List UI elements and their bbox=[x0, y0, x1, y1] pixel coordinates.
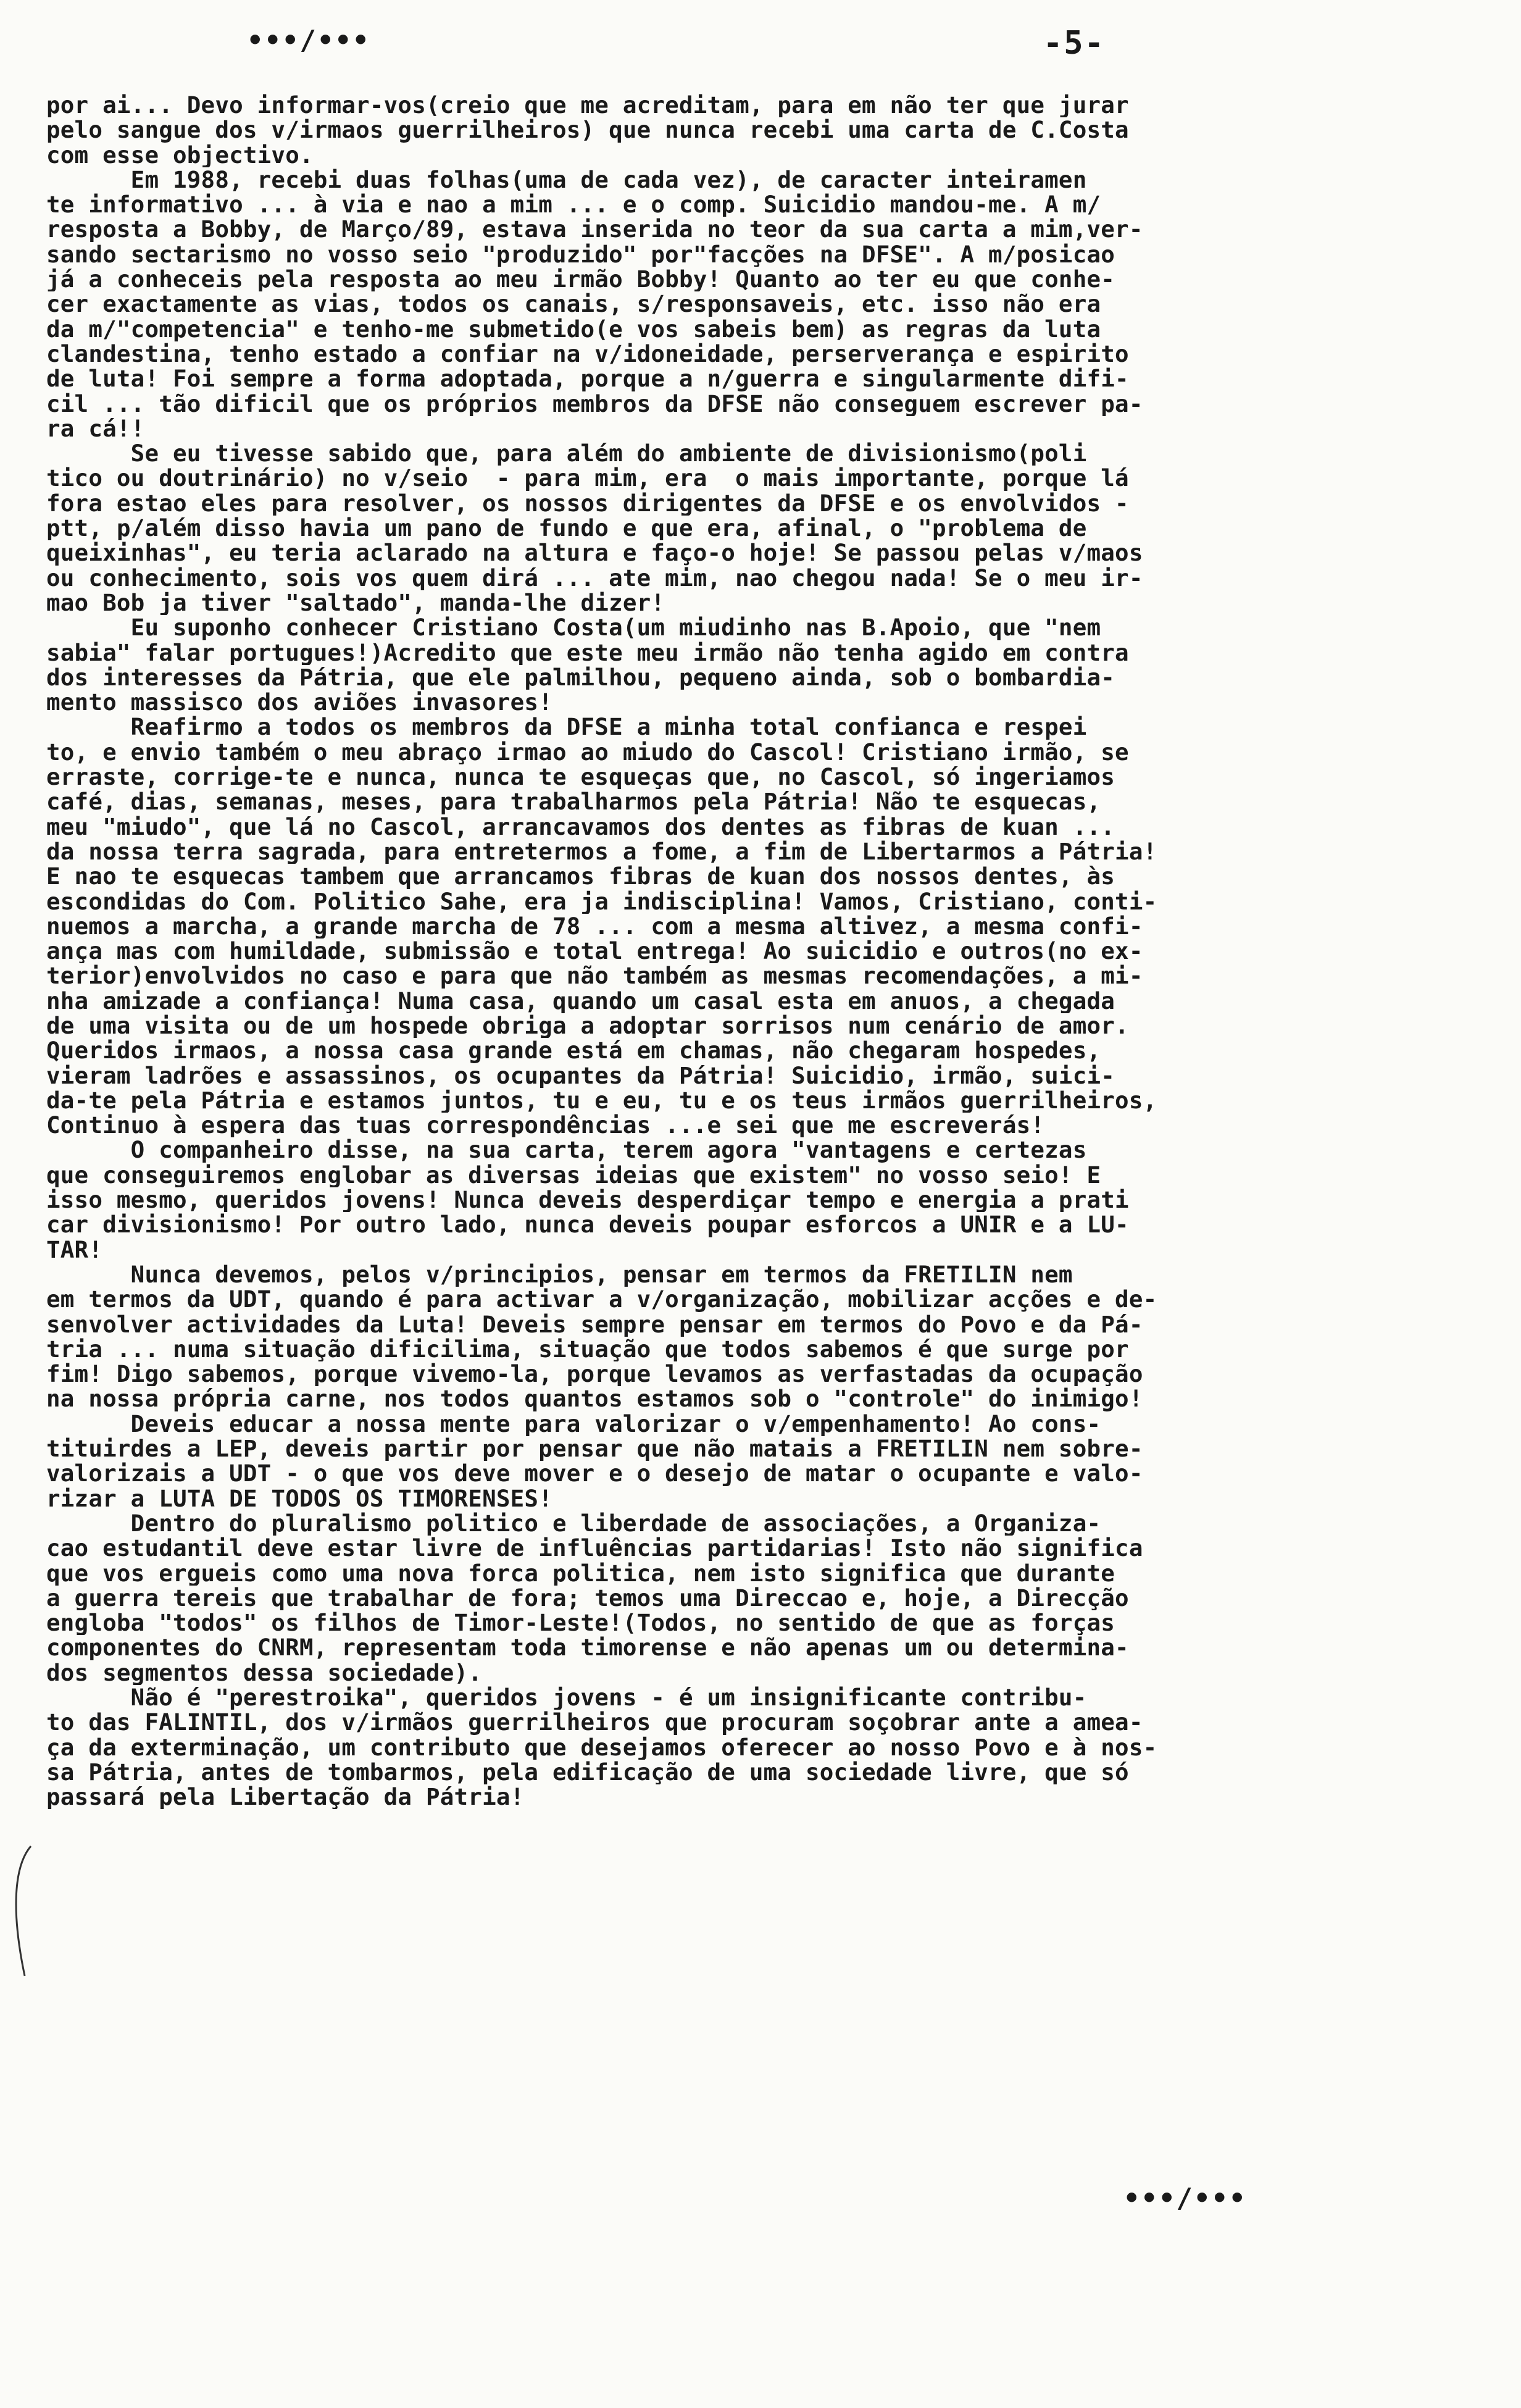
text-line: mento massisco dos aviões invasores! bbox=[46, 690, 552, 715]
text-line: valorizais a UDT - o que vos deve mover e o desejo de matar o ocupante e valo- bbox=[46, 1461, 1143, 1486]
text-line: ança mas com humildade, submissão e total entrega! Ao suicidio e outros(no ex- bbox=[46, 939, 1143, 964]
text-line: escondidas do Com. Politico Sahe, era ja indisciplina! Vamos, Cristiano, conti- bbox=[46, 888, 1157, 914]
text-line: to, e envio também o meu abraço irmao ao miudo do Cascol! Cristiano irmão, se bbox=[46, 739, 1129, 765]
header-continuation-mark: •••/••• bbox=[247, 25, 370, 56]
text-line: ou conhecimento, sois vos quem dirá ... ate mim, nao chegou nada! Se o meu ir- bbox=[46, 565, 1143, 590]
text-line: O companheiro disse, na sua carta, terem agora "vantagens e certezas bbox=[46, 1137, 1087, 1163]
text-line: sabia" falar portugues!)Acredito que este meu irmão não tenha agido em contra bbox=[46, 640, 1129, 665]
text-line: dos interesses da Pátria, que ele palmilhou, pequeno ainda, sob o bombardia- bbox=[46, 664, 1115, 690]
text-line: to das FALINTIL, dos v/irmãos guerrilheiros que procuram soçobrar ante a amea- bbox=[46, 1710, 1143, 1735]
text-line: componentes do CNRM, representam toda timorense e não apenas um ou determina- bbox=[46, 1635, 1129, 1660]
text-line: clandestina, tenho estado a confiar na v/idoneidade, perserverança e espirito bbox=[46, 341, 1129, 367]
text-line: ptt, p/além disso havia um pano de fundo e que era, afinal, o "problema de bbox=[46, 516, 1087, 541]
text-line: com esse objectivo. bbox=[46, 142, 314, 167]
text-line: de uma visita ou de um hospede obriga a adoptar sorrisos num cenário de amor. bbox=[46, 1013, 1129, 1039]
text-line: car divisionismo! Por outro lado, nunca deveis poupar esforcos a UNIR e a LU- bbox=[46, 1212, 1129, 1237]
text-line: queixinhas", eu teria aclarado na altura e faço-o hoje! Se passou pelas v/maos bbox=[46, 540, 1143, 566]
margin-bracket-mark bbox=[6, 1843, 43, 1979]
text-line: Eu suponho conhecer Cristiano Costa(um miudinho nas B.Apoio, que "nem bbox=[46, 615, 1101, 640]
letter-body bbox=[46, 93, 1491, 1809]
text-line: senvolver actividades da Luta! Deveis sempre pensar em termos do Povo e da Pá- bbox=[46, 1311, 1143, 1337]
text-line: cer exactamente as vias, todos os canais, s/responsaveis, etc. isso não era bbox=[46, 291, 1101, 317]
text-line: Queridos irmaos, a nossa casa grande está em chamas, não chegaram hospedes, bbox=[46, 1038, 1101, 1063]
text-line: Não é "perestroika", queridos jovens - é um insignificante contribu- bbox=[46, 1685, 1087, 1710]
text-line: erraste, corrige-te e nunca, nunca te esqueças que, no Cascol, só ingeriamos bbox=[46, 764, 1115, 790]
text-line: passará pela Libertação da Pátria! bbox=[46, 1784, 525, 1810]
page-number: -5- bbox=[1043, 25, 1105, 62]
text-line: te informativo ... à via e nao a mim ... e o comp. Suicidio mandou-me. A m/ bbox=[46, 192, 1101, 217]
text-line: dos segmentos dessa sociedade). bbox=[46, 1660, 483, 1685]
text-line: ça da exterminação, um contributo que desejamos oferecer ao nosso Povo e à nos- bbox=[46, 1734, 1157, 1760]
text-line: terior)envolvidos no caso e para que não também as mesmas recomendações, a mi- bbox=[46, 963, 1143, 989]
text-line: sando sectarismo no vosso seio "produzido" por"facções na DFSE". A m/posicao bbox=[46, 241, 1115, 267]
text-line: que vos ergueis como uma nova forca politica, nem isto significa que durante bbox=[46, 1560, 1115, 1586]
text-line: fora estao eles para resolver, os nossos dirigentes da DFSE e os envolvidos - bbox=[46, 490, 1129, 516]
text-line: que conseguiremos englobar as diversas ideias que existem" no vosso seio! E bbox=[46, 1162, 1101, 1188]
text-line: Continuo à espera das tuas correspondências ...e sei que me escreverás! bbox=[46, 1113, 1045, 1138]
text-line: nuemos a marcha, a grande marcha de 78 ... com a mesma altivez, a mesma confi- bbox=[46, 913, 1143, 939]
text-line: Em 1988, recebi duas folhas(uma de cada vez), de caracter inteiramen bbox=[46, 167, 1087, 193]
text-line: resposta a Bobby, de Março/89, estava inserida no teor da sua carta a mim,ver- bbox=[46, 217, 1143, 242]
text-line: já a conheceis pela resposta ao meu irmão Bobby! Quanto ao ter eu que conhe- bbox=[46, 267, 1115, 292]
text-line: café, dias, semanas, meses, para trabalharmos pela Pátria! Não te esquecas, bbox=[46, 789, 1101, 814]
text-line: de luta! Foi sempre a forma adoptada, porque a n/guerra e singularmente difi- bbox=[46, 366, 1129, 391]
text-line: nha amizade a confiança! Numa casa, quando um casal esta em anuos, a chegada bbox=[46, 988, 1115, 1013]
text-line: cil ... tão dificil que os próprios membros da DFSE não conseguem escrever pa- bbox=[46, 391, 1143, 416]
text-line: isso mesmo, queridos jovens! Nunca deveis desperdiçar tempo e energia a prati bbox=[46, 1187, 1129, 1213]
text-line: na nossa própria carne, nos todos quantos estamos sob o "controle" do inimigo! bbox=[46, 1386, 1143, 1411]
text-line: da nossa terra sagrada, para entretermos a fome, a fim de Libertarmos a Pátria! bbox=[46, 838, 1157, 864]
text-line: tria ... numa situação dificilima, situação que todos sabemos é que surge por bbox=[46, 1336, 1129, 1362]
text-line: tico ou doutrinário) no v/seio - para mim, era o mais importante, porque lá bbox=[46, 466, 1129, 491]
text-line: mao Bob ja tiver "saltado", manda-lhe dizer! bbox=[46, 590, 665, 616]
text-line: Deveis educar a nossa mente para valorizar o v/empenhamento! Ao cons- bbox=[46, 1411, 1101, 1437]
text-line: tituirdes a LEP, deveis partir por pensar que não matais a FRETILIN nem sobre- bbox=[46, 1436, 1143, 1461]
text-line: meu "miudo", que lá no Cascol, arrancavamos dos dentes as fibras de kuan ... bbox=[46, 814, 1115, 839]
text-line: sa Pátria, antes de tombarmos, pela edificação de uma sociedade livre, que só bbox=[46, 1759, 1129, 1785]
text-line: a guerra tereis que trabalhar de fora; temos uma Direccao e, hoje, a Direcção bbox=[46, 1585, 1129, 1611]
text-line: pelo sangue dos v/irmaos guerrilheiros) que nunca recebi uma carta de C.Costa bbox=[46, 117, 1129, 143]
text-line: da-te pela Pátria e estamos juntos, tu e eu, tu e os teus irmãos guerrilheiros, bbox=[46, 1087, 1157, 1113]
text-line: em termos da UDT, quando é para activar a v/organização, mobilizar acções e de- bbox=[46, 1287, 1157, 1312]
text-line: TAR! bbox=[46, 1237, 103, 1262]
text-line: Dentro do pluralismo politico e liberdade de associações, a Organiza- bbox=[46, 1510, 1101, 1536]
text-line: rizar a LUTA DE TODOS OS TIMORENSES! bbox=[46, 1486, 552, 1511]
text-line: fim! Digo sabemos, porque vivemo-la, porque levamos as verfastadas da ocupação bbox=[46, 1361, 1143, 1387]
text-line: E nao te esquecas tambem que arrancamos fibras de kuan dos nossos dentes, às bbox=[46, 864, 1115, 889]
text-line: ra cá!! bbox=[46, 416, 145, 441]
text-line: Se eu tivesse sabido que, para além do ambiente de divisionismo(poli bbox=[46, 441, 1087, 466]
text-line: Nunca devemos, pelos v/principios, pensar em termos da FRETILIN nem bbox=[46, 1261, 1073, 1287]
text-line: Reafirmo a todos os membros da DFSE a minha total confianca e respei bbox=[46, 714, 1087, 740]
text-line: vieram ladrões e assassinos, os ocupantes da Pátria! Suicidio, irmão, suici- bbox=[46, 1063, 1115, 1088]
text-line: engloba "todos" os filhos de Timor-Leste!(Todos, no sentido de que as forças bbox=[46, 1610, 1115, 1636]
footer-continuation-mark: •••/••• bbox=[1123, 2183, 1247, 2214]
text-line: por ai... Devo informar-vos(creio que me acreditam, para em não ter que jurar bbox=[46, 93, 1129, 118]
text-line: da m/"competencia" e tenho-me submetido(e vos sabeis bem) as regras da luta bbox=[46, 316, 1101, 341]
text-line: cao estudantil deve estar livre de influências partidarias! Isto não significa bbox=[46, 1536, 1143, 1561]
